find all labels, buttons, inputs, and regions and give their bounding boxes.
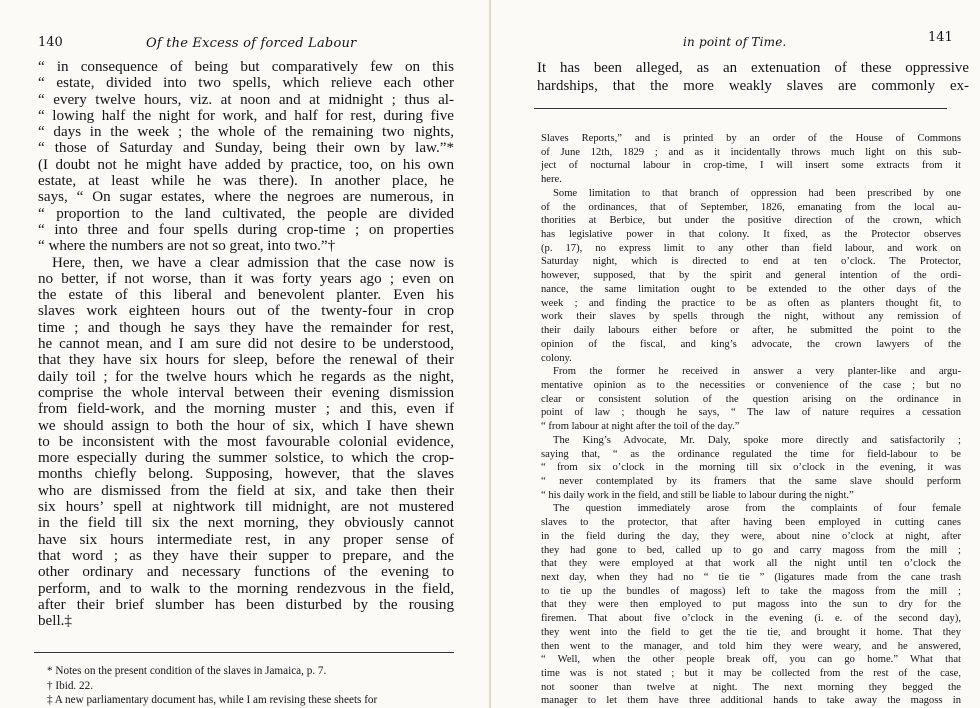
text-line: have six hours intermediate rest, in any proper sense of xyxy=(38,531,454,548)
text-line: says, “ On sugar estates, where the negroes are numerous, in xyxy=(38,189,454,206)
text-line: “ Well, when the other people break off, you can go home.” What that xyxy=(541,654,961,666)
text-line: “ his daily work in the field, and still be liable to labour during the night.” xyxy=(541,489,854,501)
text-line: colony. xyxy=(541,352,572,364)
text-line: next day, when they had no “ tie tie ” (ligatures made from the cane trash xyxy=(541,572,961,583)
text-line: here. xyxy=(541,174,562,186)
text-line: Slaves Reports,” and is printed by an order of the House of Commons xyxy=(541,133,961,144)
text-line: manager to let them have three additional hands to take away the magoss in xyxy=(541,695,961,707)
text-line: ject of nocturnal labour in crop-time, I will insert some extracts from it xyxy=(541,160,961,172)
text-line: Some limitation to that branch of oppression had been prescribed by one xyxy=(553,187,961,199)
text-line: opinion of the fiscal, and king’s advocate, the crown lawyers of the xyxy=(541,338,961,350)
text-line: of June 12th, 1829 ; and as it incidentally throws much light on this sub- xyxy=(541,146,961,158)
text-line: who are dismissed from the field at six, and take then their xyxy=(38,482,454,499)
text-line: then went to the manager, and told him they were weary, and he answered, xyxy=(541,640,961,652)
text-line: that they were then employed to put magoss into the sun to dry for the xyxy=(541,599,961,611)
text-line: to be inconsistent with the most favourable colonial evidence, xyxy=(38,433,454,450)
text-line: estate, at least while he was there). In another place, he xyxy=(38,173,454,190)
text-line: The question immediately arose from the complaints of four female xyxy=(553,503,961,515)
footnote-rule xyxy=(534,108,947,109)
text-line: after their brief slumber has been disturbed by the rousing xyxy=(38,596,454,613)
text-line: to tie up the bundles of magoss) left to take the magoss from the mill ; xyxy=(541,585,961,597)
text-line: mentative opinion as to the necessities or convenience of the case ; but no xyxy=(541,379,961,391)
text-line: “ lowing half the night for work, and half for rest, during five xyxy=(38,107,454,124)
text-line: months chiefly belong. Supposing, however, that the slaves xyxy=(38,466,454,483)
text-line: From the former he received in answer a very planter-like and argu- xyxy=(553,366,961,378)
text-line: more especially during the summer solstice, to which the crop- xyxy=(38,450,454,467)
text-line: clear or consistent solution of the question arising on the ordinance in xyxy=(541,393,961,405)
text-line: the estate of this liberal and benevolent planter. Even his xyxy=(38,287,454,304)
text-line: slaves work eighteen hours out of the twenty-four in crop xyxy=(38,303,454,320)
text-line: “ estate, divided into two spells, which relieve each other xyxy=(38,75,454,92)
text-line: from field-work, and the morning muster ; and this, even if xyxy=(38,401,454,418)
running-head: in point of Time. xyxy=(683,35,787,49)
text-line: point of law ; though he says, “ The law of nature requires a cessation xyxy=(541,407,961,419)
text-line: their daily labours either before or after, he submitted the point to the xyxy=(541,325,961,337)
running-head: Of the Excess of forced Labour xyxy=(146,36,357,51)
text-line: they had gone to bed, called up to go and carry magoss from the mill ; xyxy=(541,544,961,556)
text-line: It has been alleged, as an extenuation of these oppressive xyxy=(537,60,969,76)
text-line: they went into the field to get the tie tie, and brought it home. That they xyxy=(541,626,961,638)
text-line: time was is not stated ; but it may be collected from the rest of the case, xyxy=(541,668,961,680)
text-line: perform, and to walk to the morning rendezvous in the field, xyxy=(38,580,454,597)
text-line: Saturday night, which is directed to end at ten o’clock. The Protector, xyxy=(541,256,961,268)
page-body xyxy=(537,59,969,95)
page-number: 140 xyxy=(38,35,63,50)
text-line: slaves to the protector, that after having been employed in cutting canes xyxy=(541,517,961,529)
text-line: “ from six o’clock in the morning till six o’clock in the evening, it was xyxy=(541,462,961,474)
text-line: “ into three and four spells during crop-time ; on properties xyxy=(38,221,454,238)
text-line: “ days in the week ; the whole of the remaining two nights, xyxy=(38,124,454,141)
text-line: has legislative power in that colony. It fixed, as the Protector observes xyxy=(541,229,961,241)
text-line: bell.‡ xyxy=(38,613,72,630)
text-line: he cannot mean, and I am sure did not desire to be understood, xyxy=(38,336,454,353)
text-line: work their slaves by spells through the night, without any remission of xyxy=(541,311,961,323)
text-line: we should assign to both the hour of six, which I have shewn xyxy=(38,417,454,434)
text-line: of the ordinances, that of September, 1826, emanating from the local au- xyxy=(541,201,961,213)
text-line: “ from labour at night after the toil of the day.” xyxy=(541,421,740,433)
text-line: “ proportion to the land cultivated, the people are divided xyxy=(38,205,454,222)
text-line: (p. 17), no express limit to any other than field labour, and work on xyxy=(541,242,961,254)
text-line: that they were employed at that work all the night until ten o’clock the xyxy=(541,558,961,570)
text-line: time ; and though he says they have the remainder for rest, xyxy=(38,319,454,336)
text-line: (I doubt not he might have added by practice, too, on his own xyxy=(38,156,454,173)
text-line: hardships, that the more weakly slaves are commonly ex- xyxy=(537,78,969,94)
text-line: The King’s Advocate, Mr. Daly, spoke more directly and satisfactorily ; xyxy=(553,434,961,446)
text-line: comprise the whole interval between their evening dismission xyxy=(38,384,454,401)
footnote: * Notes on the present condition of the slaves in Jamaica, p. 7. xyxy=(47,665,327,677)
text-line: other ordinary and necessary functions of the evening to xyxy=(38,564,454,581)
footnote-continuation xyxy=(541,132,961,708)
text-line: saying that, “ as the ordinance regulated the time for field-labour to be xyxy=(541,448,961,460)
text-line: “ in consequence of being but comparatively few on this xyxy=(38,59,454,75)
left-page xyxy=(0,0,489,708)
text-line: thorities at Berbice, but under the positive direction of the crown, which xyxy=(541,215,961,227)
page-number: 141 xyxy=(928,30,953,45)
footnote: ‡ A new parliamentary document has, while I am revising these sheets for xyxy=(47,694,378,706)
text-line: six hours’ spell at nightwork till midnight, are not mustered xyxy=(38,499,454,516)
text-line: that word ; as they have their supper to prepare, and the xyxy=(38,547,454,564)
text-line: nance, the same limitation ought to be extended to the other days of the xyxy=(541,283,961,295)
text-line: “ every twelve hours, viz. at noon and at midnight ; thus al- xyxy=(38,91,454,108)
text-line: “ never contemplated by its framers that the same slave should perform xyxy=(541,475,961,487)
text-line: “ those of Saturday and Sunday, being their own by law.”* xyxy=(38,140,454,157)
page-body xyxy=(38,59,454,629)
text-line: week ; and finding the practice to be as often as planters thought fit, to xyxy=(541,297,961,309)
text-line: daily toil ; for the twelve hours which he regards as the night, xyxy=(38,368,454,385)
text-line: that they have six hours for sleep, before the renewal of their xyxy=(38,352,454,369)
text-line: however, supposed, that by the spirit and general intention of the ordi- xyxy=(541,270,961,282)
text-line: Here, then, we have a clear admission that the case now is xyxy=(52,254,454,271)
right-page xyxy=(491,0,980,708)
text-line: no better, if not worse, than it was forty years ago ; even on xyxy=(38,270,454,287)
text-line: “ where the numbers are not so great, into two.”† xyxy=(38,238,336,255)
text-line: in the field till six the next morning, they obviously cannot xyxy=(38,515,454,532)
footnote-rule xyxy=(34,652,454,653)
footnote: † Ibid. 22. xyxy=(47,679,93,692)
text-line: not sooner than twelve at night. The next morning they begged the xyxy=(541,681,961,693)
text-line: in the field during the day, they were, about nine o’clock at night, after xyxy=(541,530,961,542)
text-line: firemen. That about five o’clock in the evening (i. e. of the second day), xyxy=(541,613,961,625)
footnotes xyxy=(47,664,467,708)
